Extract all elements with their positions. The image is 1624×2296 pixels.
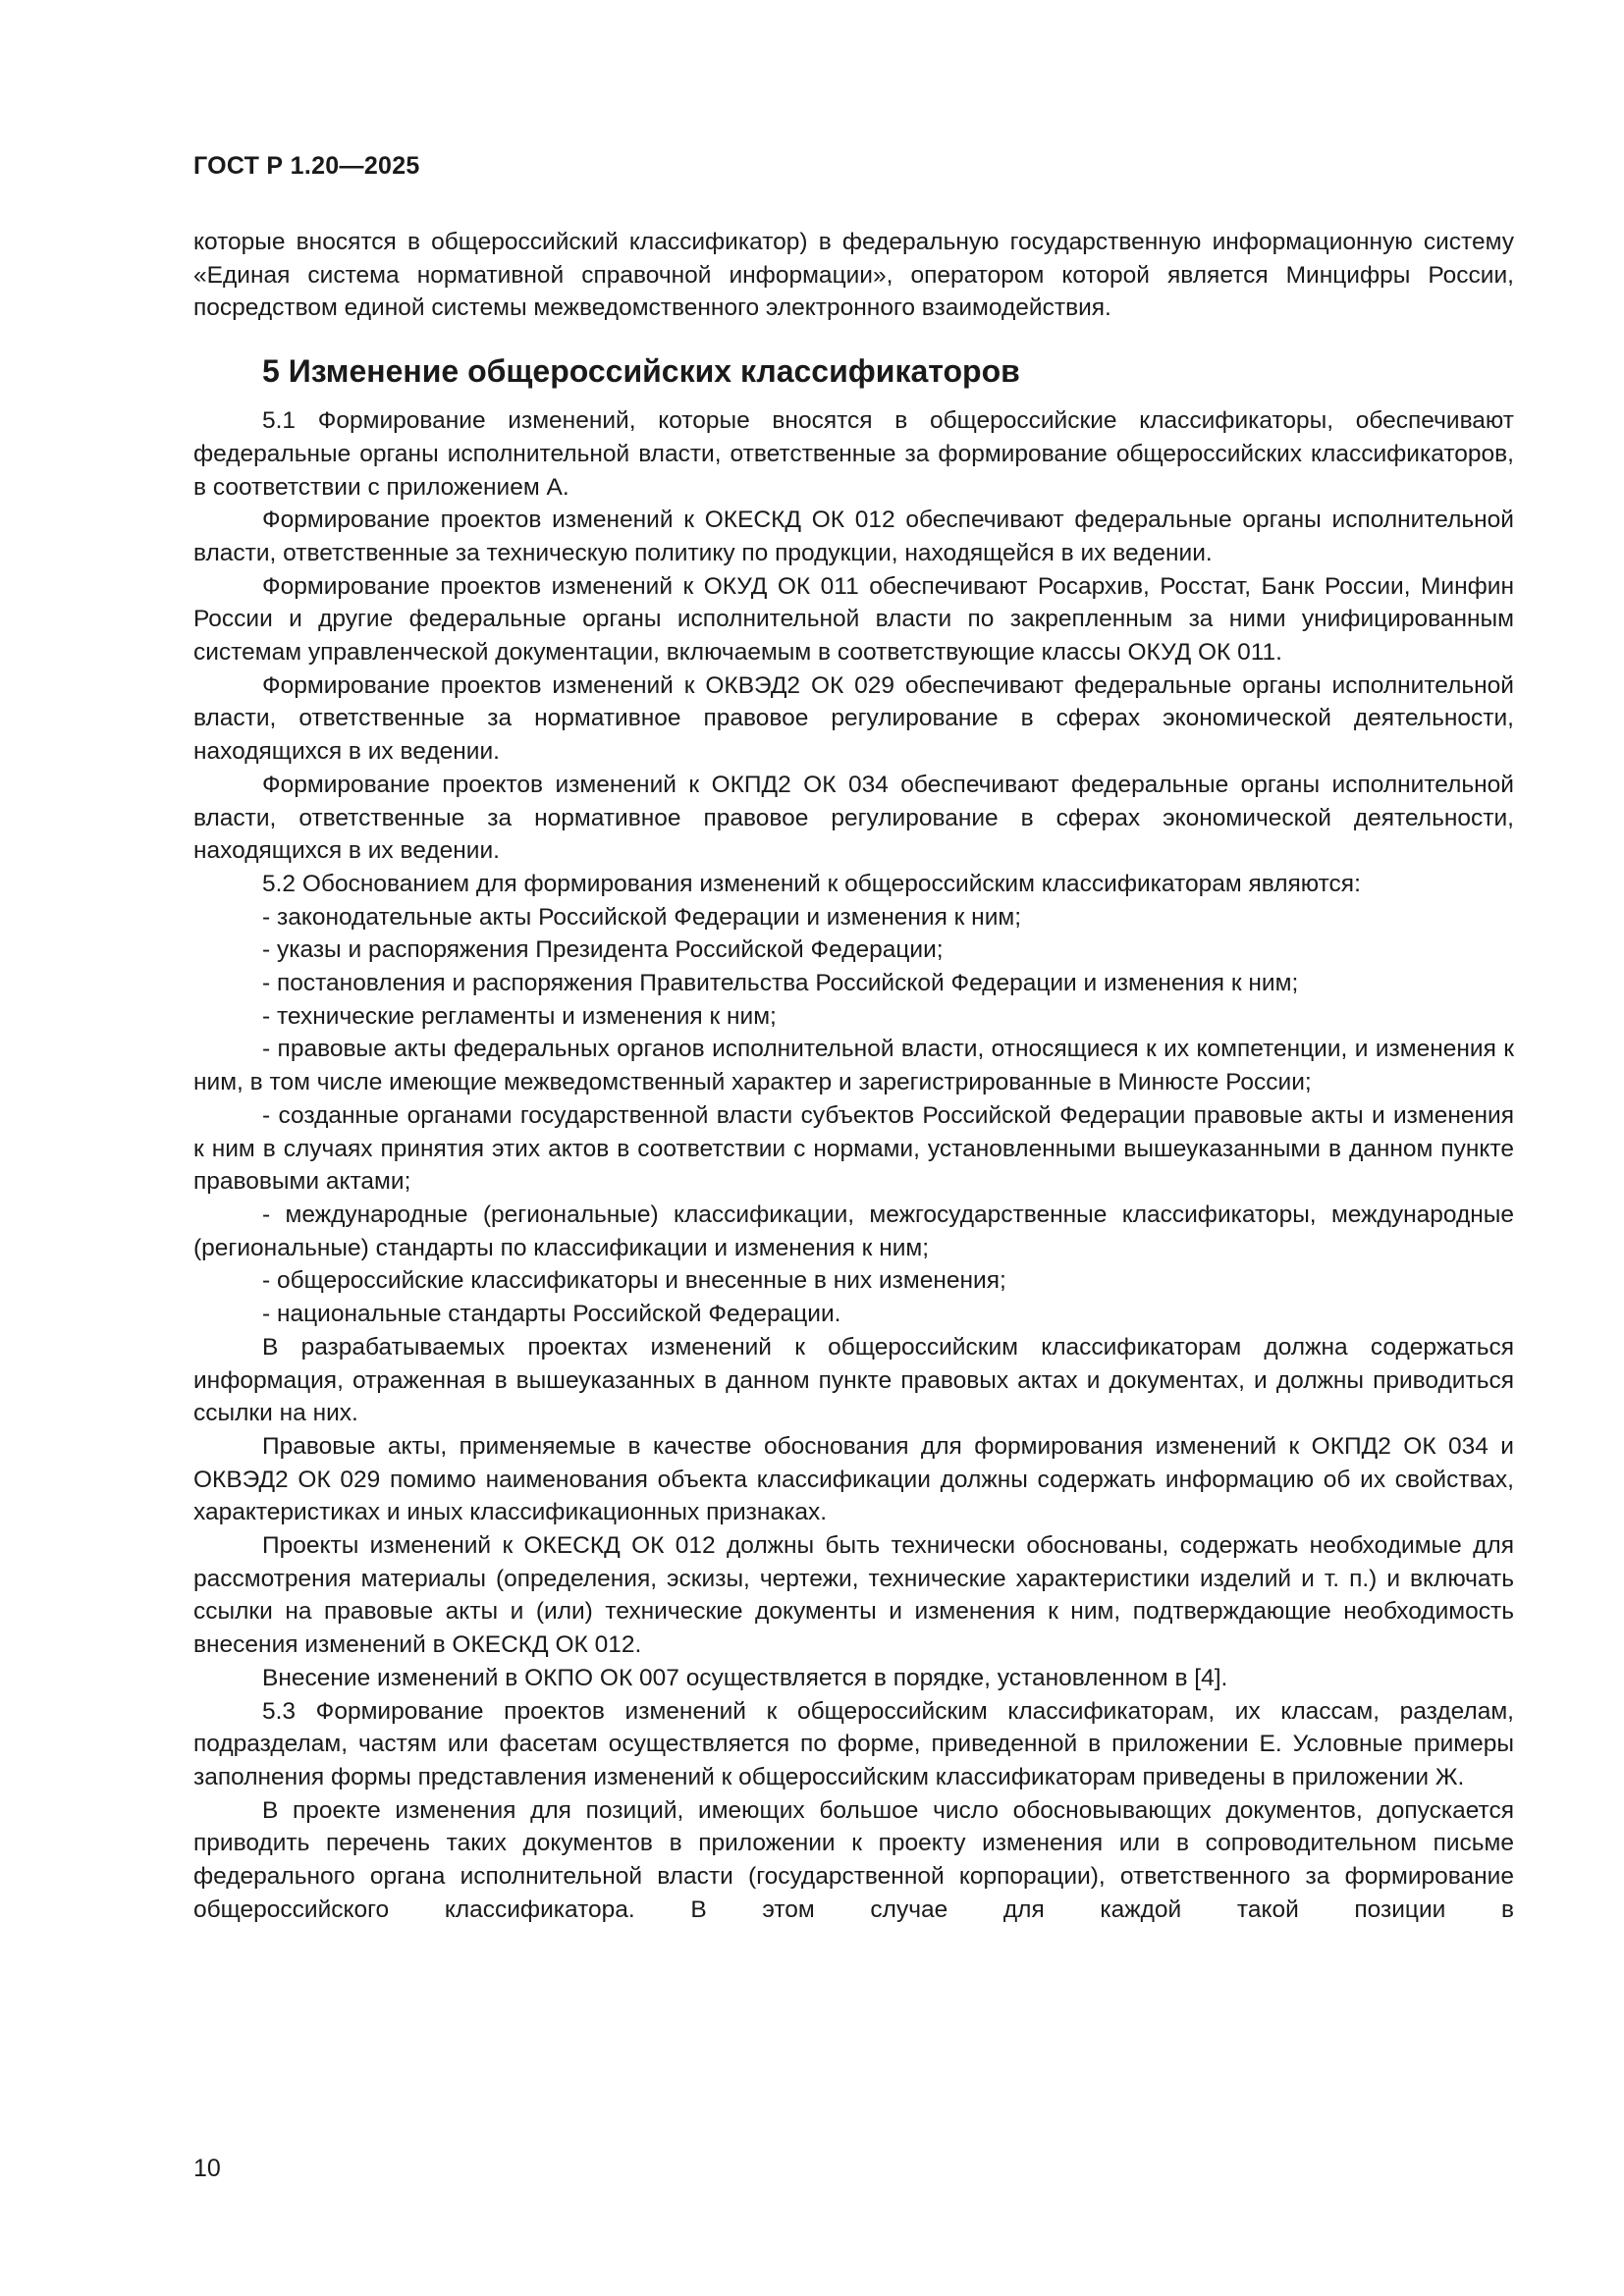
intro-paragraph: которые вносятся в общероссийский классификатор) в федеральную государственную информационную систему «Единая система нормативной справочной информации», оператором которой является Минцифры России, посредством единой системы межведомственного электронного взаимодействия.	[193, 229, 1514, 322]
paragraph: Формирование проектов изменений к ОКПД2 ОК 034 обеспечивают федеральные органы исполнительной власти, ответственные за нормативное правовое регулирование в сферах экономической деятельности, находящихся в их ведении.	[193, 771, 1514, 865]
paragraph: Формирование проектов изменений к ОКУД ОК 011 обеспечивают Росархив, Росстат, Банк России, Минфин России и другие федеральные органы исполнительной власти по закрепленным за ними унифицированным системам управленческой документации, включаемым в соответствующие классы ОКУД ОК 011.	[193, 572, 1514, 667]
paragraph: Формирование проектов изменений к ОКВЭД2 ОК 029 обеспечивают федеральные органы исполнительной власти, ответственные за нормативное правовое регулирование в сферах экономической деятельности, находящихся в их ведении.	[193, 671, 1514, 766]
paragraph: Правовые акты, применяемые в качестве обоснования для формирования изменений к ОКПД2 ОК 034 и ОКВЭД2 ОК 029 помимо наименования объекта классификации должны содержать информацию об их свойствах, характеристиках и иных классификационных признаках.	[193, 1432, 1514, 1526]
paragraph: Формирование проектов изменений к ОКЕСКД ОК 012 обеспечивают федеральные органы исполнительной власти, ответственные за техническую политику по продукции, находящейся в их ведении.	[193, 507, 1514, 566]
paragraph: 5.3 Формирование проектов изменений к общероссийским классификаторам, их классам, разделам, подразделам, частям или фасетам осуществляется по форме, приведенной в приложении Е. Условные примеры заполнения формы представления изменений к общероссийским классификаторам приведены в приложении Ж.	[193, 1697, 1514, 1790]
list-item: - постановления и распоряжения Правительства Российской Федерации и изменения к ним;	[262, 970, 1299, 997]
document-body	[193, 226, 1514, 1926]
list-item: - законодательные акты Российской Федерации и изменения к ним;	[262, 903, 1022, 931]
paragraph: В проекте изменения для позиций, имеющих большое число обосновывающих документов, допускается приводить перечень таких документов в приложении к проекту изменения или в сопроводительном письме федерального органа исполнительной власти (государственной корпорации), ответственного за формирование общероссийского классификатора. В этом случае для каждой такой позиции в	[193, 1796, 1514, 1923]
list-item: - созданные органами государственной власти субъектов Российской Федерации правовые акты и изменения к ним в случаях принятия этих актов в соответствии с нормами, установленными вышеуказанными в данном пункте правовыми актами;	[193, 1101, 1514, 1196]
section-title: 5 Изменение общероссийских классификаторов	[262, 353, 1020, 390]
paragraph: 5.2 Обоснованием для формирования изменений к общероссийским классификаторам являются:	[262, 870, 1361, 897]
paragraph: Внесение изменений в ОКПО ОК 007 осуществляется в порядке, установленном в [4].	[262, 1664, 1228, 1691]
list-item: - технические регламенты и изменения к ним;	[262, 1002, 777, 1030]
page-number: 10	[193, 2155, 221, 2182]
list-item: - национальные стандарты Российской Федерации.	[262, 1301, 841, 1328]
list-item: - правовые акты федеральных органов исполнительной власти, относящиеся к их компетенции, и изменения к ним, в том числе имеющие межведомственный характер и зарегистрированные в Минюсте России;	[193, 1036, 1514, 1096]
list-item: - общероссийские классификаторы и внесенные в них изменения;	[262, 1267, 1006, 1295]
paragraph: 5.1 Формирование изменений, которые вносятся в общероссийские классификаторы, обеспечивают федеральные органы исполнительной власти, ответственные за формирование общероссийских классификаторов, в соответствии с приложением А.	[193, 407, 1514, 501]
document-header: ГОСТ Р 1.20—2025	[193, 152, 420, 180]
list-item: - международные (региональные) классификации, межгосударственные классификаторы, международные (региональные) стандарты по классификации и изменения к ним;	[193, 1201, 1514, 1261]
paragraph: В разрабатываемых проектах изменений к общероссийским классификаторам должна содержаться информация, отраженная в вышеуказанных в данном пункте правовых актах и документах, и должны приводиться ссылки на них.	[193, 1333, 1514, 1427]
paragraph: Проекты изменений к ОКЕСКД ОК 012 должны быть технически обоснованы, содержать необходимые для рассмотрения материалы (определения, эскизы, чертежи, технические характеристики изделий и т. п.) и включать ссылки на правовые акты и (или) технические документы и изменения к ним, подтверждающие необходимость внесения изменений в ОКЕСКД ОК 012.	[193, 1532, 1514, 1659]
list-item: - указы и распоряжения Президента Российской Федерации;	[262, 936, 944, 964]
